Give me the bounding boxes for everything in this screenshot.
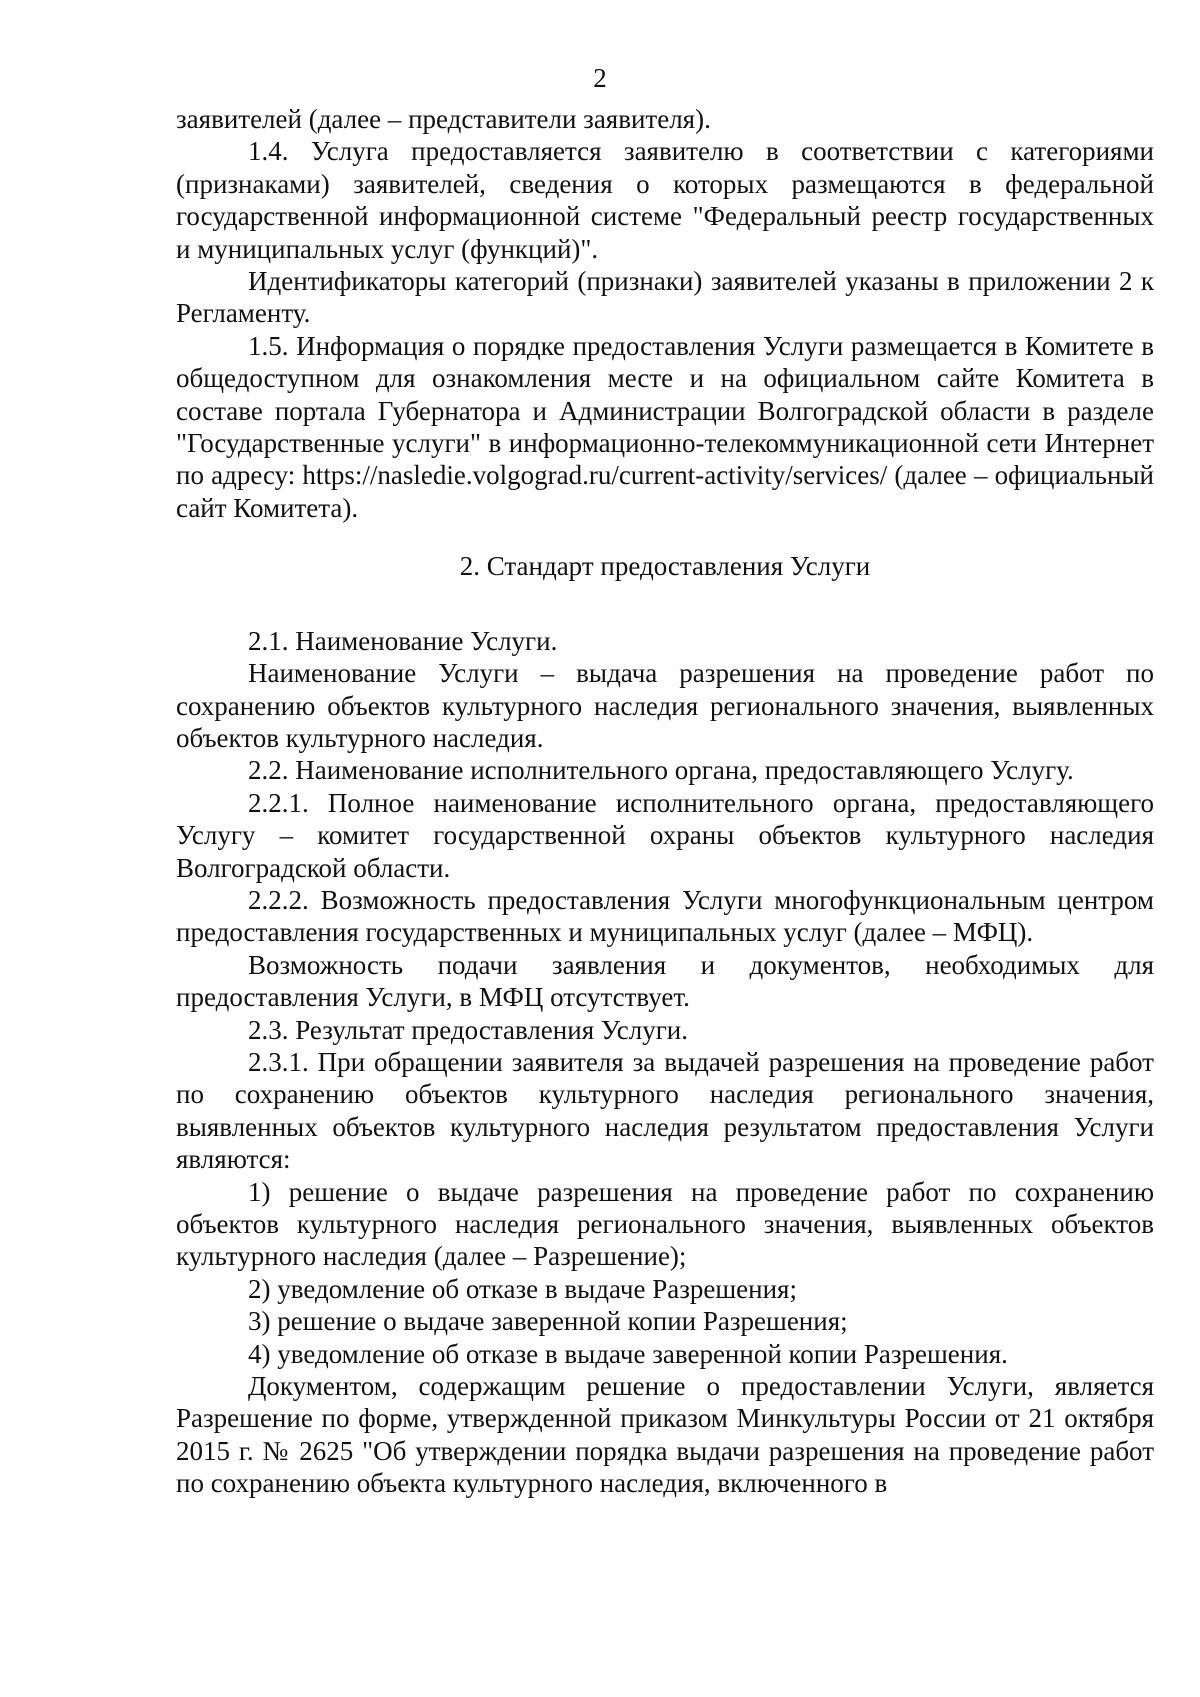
paragraph-result-document: Документом, содержащим решение о предоставлении Услуги, является Разрешение по форме, утвержденной приказом Минкультуры России от 21 октября 2015 г. № 2625 "Об утверждении порядка выдачи разрешения на проведение работ по сохранению объекта культурного наследия, включенного в — [176, 1371, 1154, 1499]
paragraph-mfc-submission: Возможность подачи заявления и документов, необходимых для предоставления Услуги, в МФЦ отсутствует. — [176, 949, 1154, 1013]
section-heading: 2. Стандарт предоставления Услуги — [459, 551, 871, 582]
list-item-1: 1) решение о выдаче разрешения на проведение работ по сохранению объектов культурного наследия регионального значения, выявленных объектов культурного наследия (далее – Разрешение); — [176, 1176, 1154, 1272]
paragraph-2-2-1: 2.2.1. Полное наименование исполнительного органа, предоставляющего Услугу – комитет государственной охраны объектов культурного наследия Волгоградской области. — [176, 787, 1154, 883]
paragraph-1-4: 1.4. Услуга предоставляется заявителю в соответствии с категориями (признаками) заявителей, сведения о которых размещаются в федеральной государственной информационной системе "Федеральный реестр государственных и муниципальных услуг (функций)". — [176, 136, 1154, 264]
paragraph-2-3-1: 2.3.1. При обращении заявителя за выдачей разрешения на проведение работ по сохранению объектов культурного наследия регионального значения, выявленных объектов культурного наследия результатом предоставления Услуги являются: — [176, 1046, 1154, 1175]
paragraph-2-1: 2.1. Наименование Услуги. — [248, 625, 558, 656]
list-item-3: 3) решение о выдаче заверенной копии Разрешения; — [248, 1306, 848, 1337]
paragraph-2-2-2: 2.2.2. Возможность предоставления Услуги многофункциональным центром предоставления государственных и муниципальных услуг (далее – МФЦ). — [176, 884, 1154, 948]
paragraph-2-3: 2.3. Результат предоставления Услуги. — [248, 1014, 688, 1045]
document-body — [176, 103, 1154, 1500]
list-item-2: 2) уведомление об отказе в выдаче Разрешения; — [248, 1273, 797, 1304]
paragraph-continuation: заявителей (далее – представители заявителя). — [176, 104, 711, 134]
paragraph-2-2: 2.2. Наименование исполнительного органа, предоставляющего Услугу. — [248, 755, 1074, 786]
paragraph-1-5: 1.5. Информация о порядке предоставления Услуги размещается в Комитете в общедоступном для ознакомления месте и на официальном сайте Комитета в составе портала Губернатора и Администрации Волгоградской области в разделе "Государственные услуги" в информационно-телекоммуникационной сети Интернет по адресу: https://nasledie.volgograd.ru/current-activity/services/ (далее – официальный сайт Комитета). — [176, 330, 1154, 523]
paragraph-identifiers: Идентификаторы категорий (признаки) заявителей указаны в приложении 2 к Регламенту. — [176, 266, 1154, 329]
page-number: 2 — [593, 63, 607, 93]
paragraph-service-name: Наименование Услуги – выдача разрешения на проведение работ по сохранению объектов культурного наследия регионального значения, выявленных объектов культурного наследия. — [176, 658, 1154, 753]
list-item-4: 4) уведомление об отказе в выдаче заверенной копии Разрешения. — [248, 1338, 1008, 1369]
